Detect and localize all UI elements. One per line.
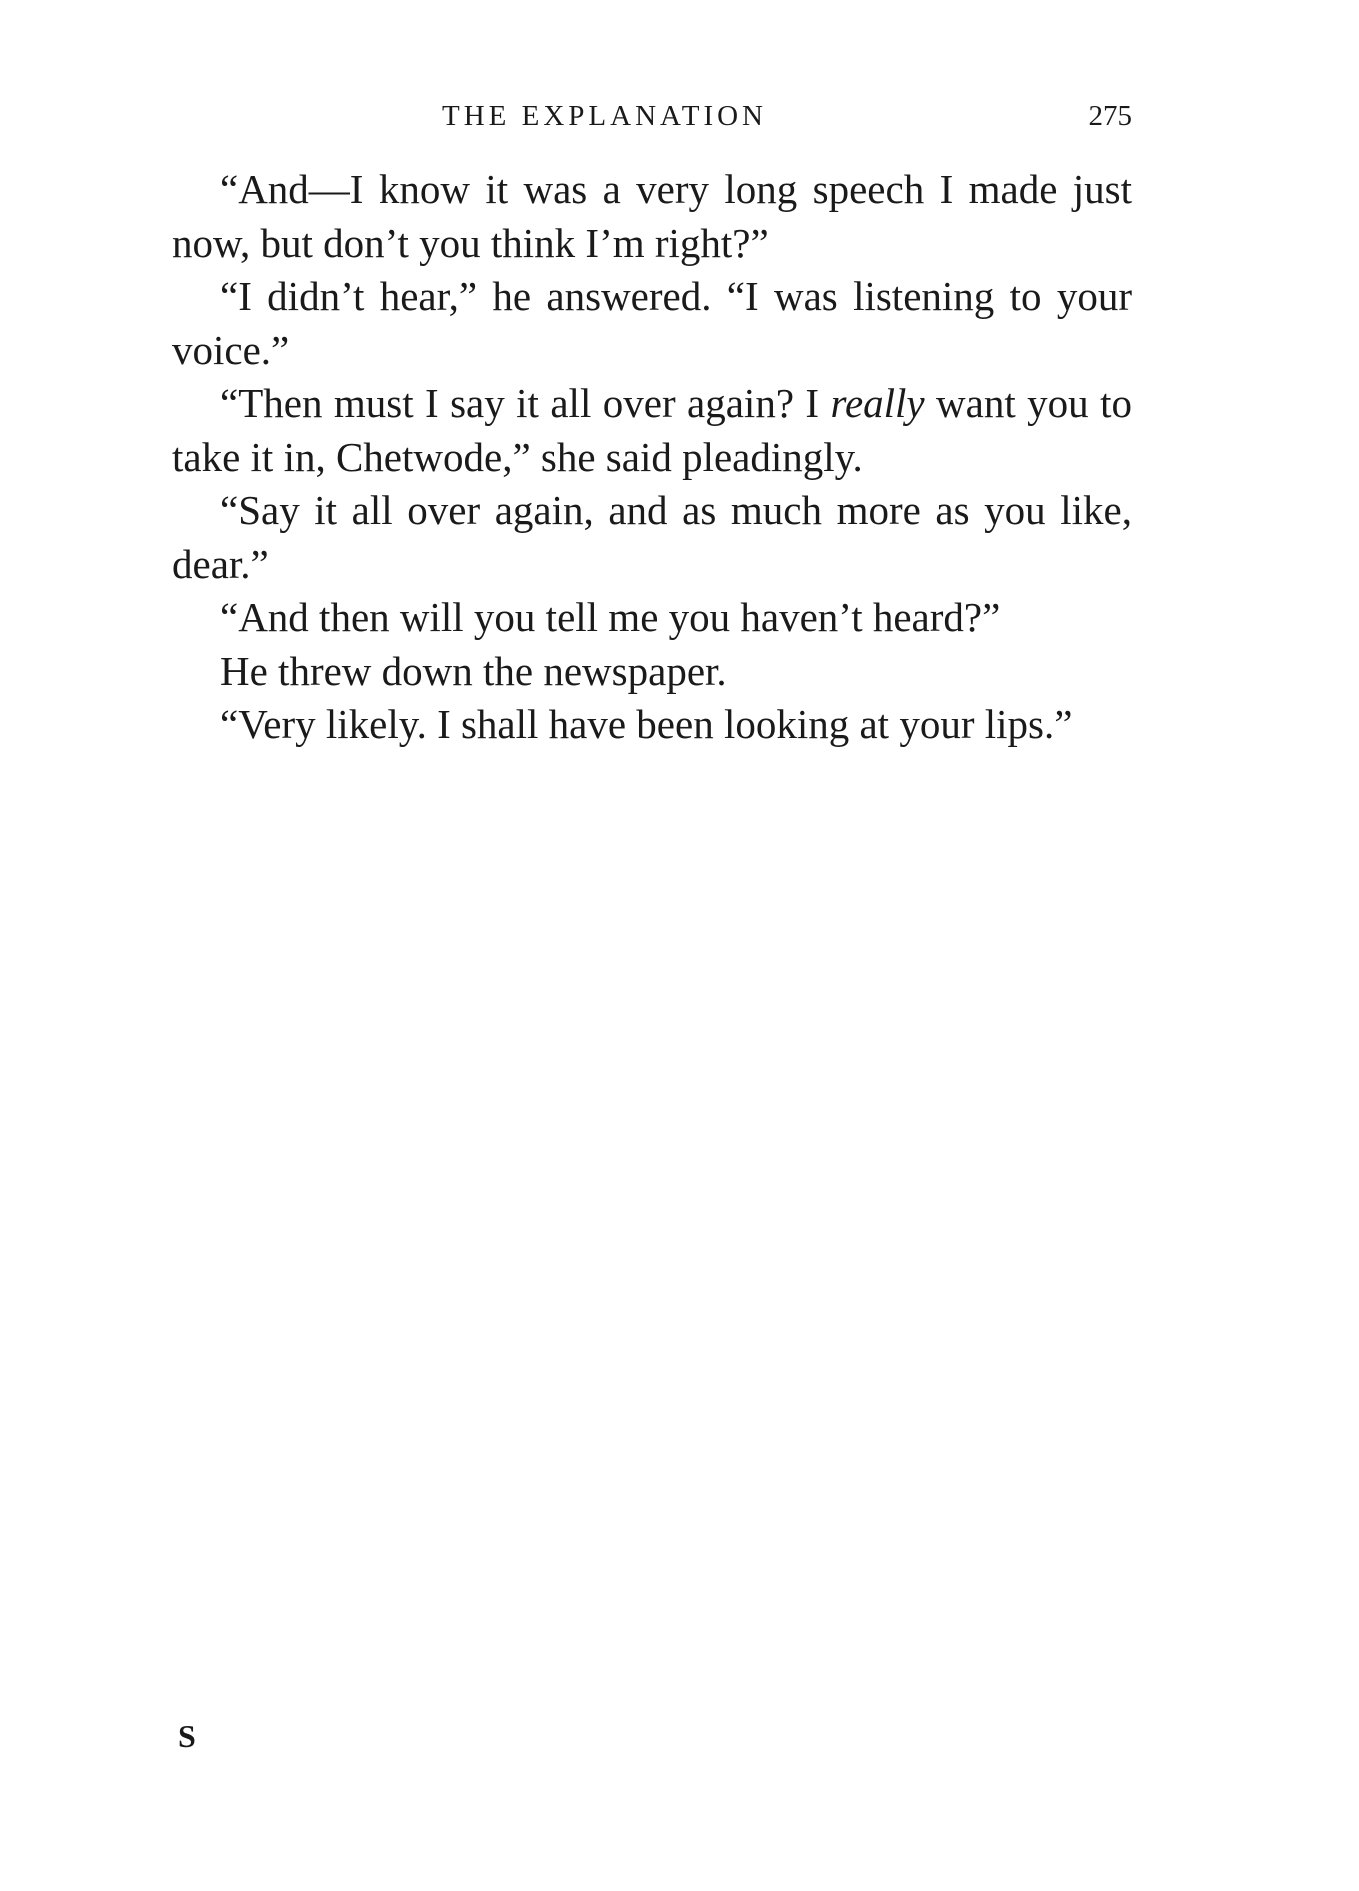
paragraph: “And—I know it was a very long speech I made just now, but don’t you think I’m right?” — [172, 166, 1132, 266]
paragraph-text: “Then must I say it all over again? I — [220, 380, 831, 426]
paragraph — [172, 377, 1132, 484]
signature-mark: S — [178, 1718, 196, 1754]
running-title: THE EXPLANATION — [442, 100, 767, 132]
page-number: 275 — [1088, 100, 1132, 132]
paragraph: “Very likely. I shall have been looking at your lips.” — [220, 701, 1073, 747]
emphasized-word: really — [830, 380, 925, 426]
body-text — [172, 163, 1132, 752]
paragraph: “And then will you tell me you haven’t heard?” — [220, 594, 1001, 640]
paragraph: He threw down the newspaper. — [220, 647, 727, 694]
paragraph: “Say it all over again, and as much more as you like, dear.” — [172, 487, 1132, 587]
paragraph: “I didn’t hear,” he answered. “I was listening to your voice.” — [172, 273, 1132, 373]
paragraph-text: want you to take it in, Chetwode,” she said pleadingly. — [172, 380, 1132, 480]
running-head — [172, 100, 1132, 140]
